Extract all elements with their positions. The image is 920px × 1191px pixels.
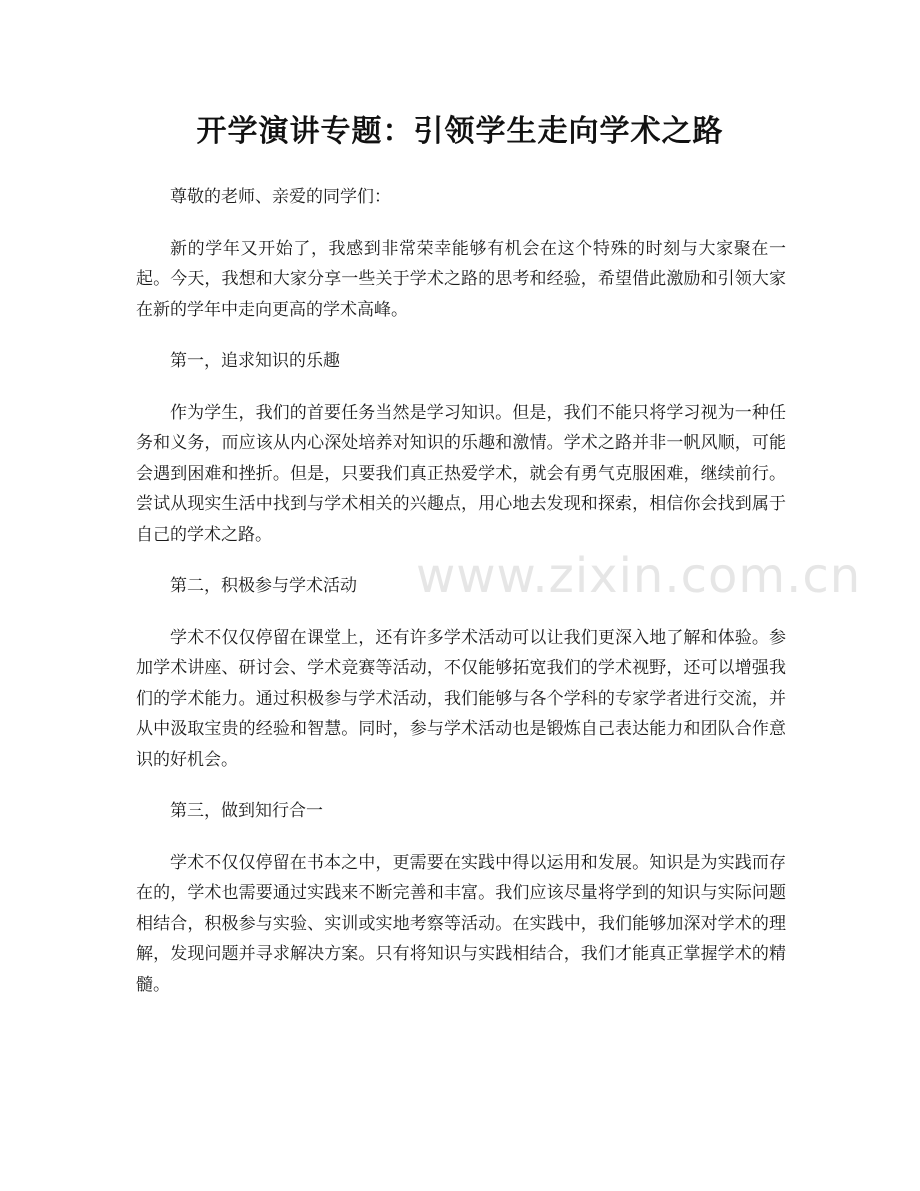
section-paragraph-3: 学术不仅仅停留在书本之中，更需要在实践中得以运用和发展。知识是为实践而存在的，学术也需要通过实践来不断完善和丰富。我们应该尽量将学到的知识与实际问题相结合，积极参与实验、实训或实地考察等活动。在实践中，我们能够加深对学术的理解，发现问题并寻求解决方案。只有将知识与实践相结合，我们才能真正掌握学术的精髓。	[136, 852, 786, 995]
document-title: 开学演讲专题：引领学生走向学术之路	[196, 114, 724, 149]
intro-paragraph: 新的学年又开始了，我感到非常荣幸能够有机会在这个特殊的时刻与大家聚在一起。今天，我想和大家分享一些关于学术之路的思考和经验，希望借此激励和引领大家在新的学年中走向更高的学术高峰。	[136, 238, 786, 320]
greeting-paragraph: 尊敬的老师、亲爱的同学们：	[170, 187, 391, 207]
section-heading-1: 第一，追求知识的乐趣	[170, 351, 340, 371]
watermark: www.zixin.com.cn	[416, 548, 862, 604]
section-paragraph-1: 作为学生，我们的首要任务当然是学习知识。但是，我们不能只将学习视为一种任务和义务，而应该从内心深处培养对知识的乐趣和激情。学术之路并非一帆风顺，可能会遇到困难和挫折。但是，只要我们真正热爱学术，就会有勇气克服困难，继续前行。尝试从现实生活中找到与学术相关的兴趣点，用心地去发现和探索，相信你会找到属于自己的学术之路。	[136, 402, 786, 545]
document-body	[136, 182, 786, 1021]
section-heading-3: 第三，做到知行合一	[170, 801, 323, 821]
section-paragraph-2: 学术不仅仅停留在课堂上，还有许多学术活动可以让我们更深入地了解和体验。参加学术讲座、研讨会、学术竞赛等活动，不仅能够拓宽我们的学术视野，还可以增强我们的学术能力。通过积极参与学术活动，我们能够与各个学科的专家学者进行交流，并从中汲取宝贵的经验和智慧。同时，参与学术活动也是锻炼自己表达能力和团队合作意识的好机会。	[136, 627, 786, 770]
section-heading-2: 第二，积极参与学术活动	[170, 576, 357, 596]
